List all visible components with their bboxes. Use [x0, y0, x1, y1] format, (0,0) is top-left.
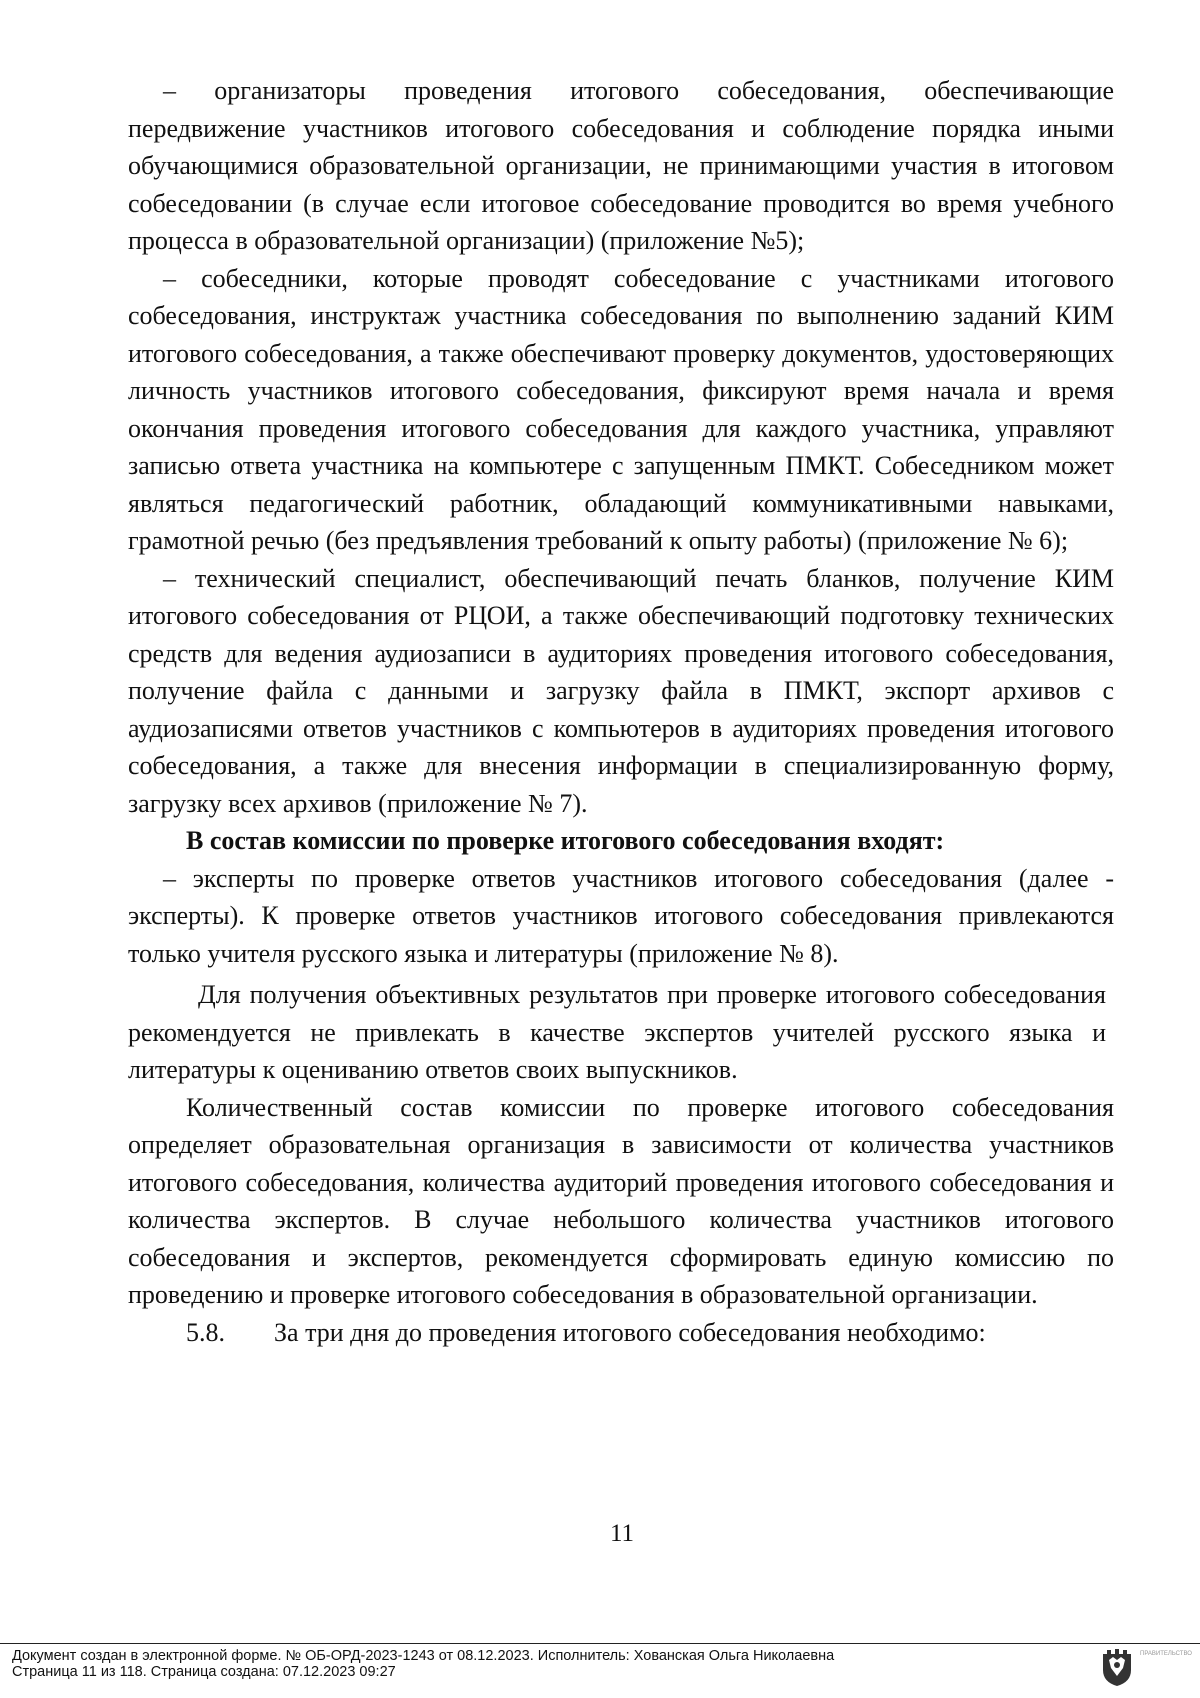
commission-heading: В состав комиссии по проверке итогового собеседования входят: [186, 826, 945, 855]
page-number: 11 [609, 1520, 635, 1547]
section-5-8 [128, 1314, 1114, 1352]
footer-divider [0, 1643, 1200, 1644]
paragraph-organizers: – организаторы проведения итогового собеседования, обеспечивающие передвижение участников итогового собеседования и соблюдение порядка иными обучающимися образовательной организации, не принимающими участия в итоговом собеседовании (в случае если итоговое собеседование проводится во время учебного процесса в образовательной организации) (приложение №5); [128, 76, 1114, 255]
logo-caption: ПРАВИТЕЛЬСТВО [1140, 1651, 1192, 1657]
coat-of-arms-icon [1099, 1648, 1135, 1688]
paragraph-objectivity: Для получения объективных результатов при проверке итогового собеседования рекомендуется не привлекать в качестве экспертов учителей русского языка и литературы к оцениванию ответов своих выпускников. [128, 980, 1106, 1084]
footer-line-page: Страница 11 из 118. Страница создана: 07.12.2023 09:27 [12, 1664, 396, 1680]
paragraph-experts: – эксперты по проверке ответов участников итогового собеседования (далее - эксперты). К проверке ответов участников итогового собеседования привлекаются только учителя русского языка и литературы (приложение № 8). [128, 863, 1114, 968]
paragraph-quantity: Количественный состав комиссии по проверке итогового собеседования определяет образовательная организация в зависимости от количества участников итогового собеседования, количества аудиторий проведения итогового собеседования и количества экспертов. В случае небольшого количества участников итогового собеседования и экспертов, рекомендуется сформировать единую комиссию по проведению и проверке итогового собеседования в образовательной организации. [128, 1092, 1114, 1309]
document-body [128, 72, 1114, 1351]
footer-line-document: Документ создан в электронной форме. № ОБ-ОРД-2023-1243 от 08.12.2023. Исполнитель: Хованская Ольга Николаевна [12, 1648, 835, 1664]
section-text: За три дня до проведения итогового собеседования необходимо: [274, 1317, 986, 1347]
paragraph-interlocutors: – собеседники, которые проводят собеседование с участниками итогового собеседования, инструктаж участника собеседования по выполнению заданий КИМ итогового собеседования, а также обеспечивают проверку документов, удостоверяющих личность участников итогового собеседования, фиксируют время начала и время окончания проведения итогового собеседования для каждого участника, управляют записью ответа участника на компьютере с запущенным ПМКТ. Собеседником может являться педагогический работник, обладающий коммуникативными навыками, грамотной речью (без предъявления требований к опыту работы) (приложение № 6); [128, 263, 1114, 555]
section-number: 5.8. [186, 1317, 225, 1347]
footer [12, 1648, 834, 1680]
paragraph-tech-specialist: – технический специалист, обеспечивающий печать бланков, получение КИМ итогового собеседования от РЦОИ, а также обеспечивающий подготовку технических средств для ведения аудиозаписи в аудиториях проведения итогового собеседования, получение файла с данными и загрузку файла в ПМКТ, экспорт архивов с аудиозаписями ответов участников с компьютеров в аудиториях проведения итогового собеседования, а также для внесения информации в специализированную форму, загрузку всех архивов (приложение № 7). [128, 563, 1114, 818]
